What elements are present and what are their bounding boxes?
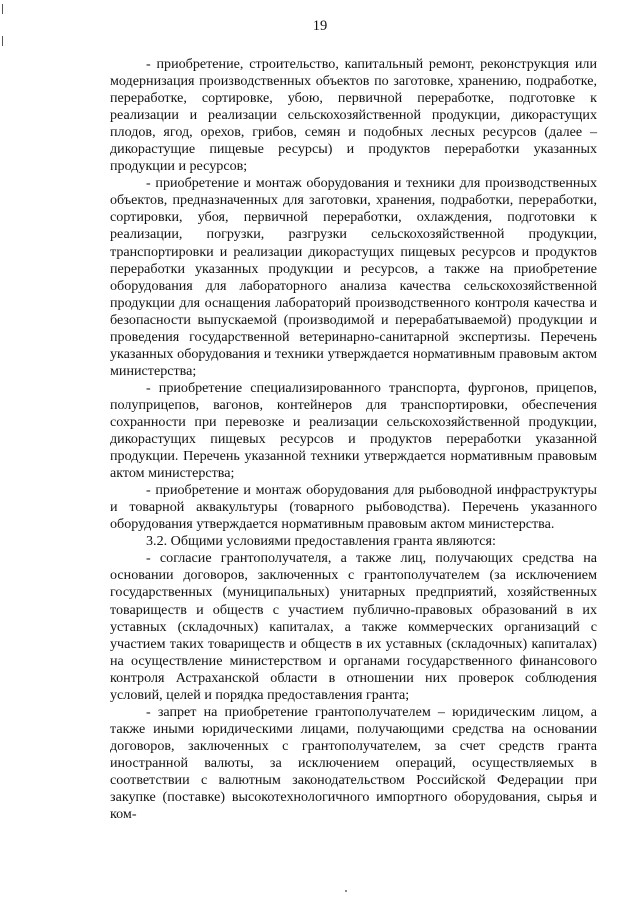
scan-edge-mark: [2, 36, 3, 46]
paragraph-consent-condition: - согласие грантополучателя, а также лиц, получающих средства на основании договоров, заключенных с грантополучателем (за исключением государственных (муниципальных) унитарных предприятий, хозяйственных товариществ и обществ с участием публично-правовых образований в их уставных (складочных) капиталах, а также коммерческих организаций с участием таких товариществ и обществ в их уставных (складочных) капиталах) на осуществление министерством и органами государственного финансового контроля Астраханской области в отношении них проверок соблюдения условий, целей и порядка предоставления гранта;: [110, 550, 597, 703]
scan-edge-mark: [2, 4, 3, 14]
scan-speck: [345, 890, 347, 892]
page-number: 19: [312, 18, 328, 34]
paragraph-aquaculture-equipment: - приобретение и монтаж оборудования для рыбоводной инфраструктуры и товарной аквакультуры (товарного рыбоводства). Перечень указанного оборудования утверждается нормативным правовым актом министерства.: [110, 482, 597, 533]
section-heading-3-2: 3.2. Общими условиями предоставления гранта являются:: [146, 533, 496, 550]
paragraph-equipment-facilities: - приобретение, строительство, капитальный ремонт, реконструкция или модернизация производственных объектов по заготовке, хранению, подработке, переработке, сортировке, убою, первичной переработке, подготовке к реализации и реализации сельскохозяйственной продукции, дикорастущих плодов, ягод, орехов, грибов, семян и подобных лесных ресурсов (далее – дикорастущие пищевые ресурсы) и продуктов переработки указанных продукции и ресурсов;: [110, 56, 597, 175]
paragraph-equipment-machinery: - приобретение и монтаж оборудования и техники для производственных объектов, предназначенных для заготовки, хранения, подработки, переработки, сортировки, убоя, первичной переработки, охлаждения, подготовки к реализации, погрузки, разгрузки сельскохозяйственной продукции, транспортировки и реализации дикорастущих пищевых ресурсов и продуктов переработки указанных продукции и ресурсов, а также на приобретение оборудования для лабораторного анализа качества сельскохозяйственной продукции для оснащения лабораторий производственного контроля качества и безопасности выпускаемой (производимой и перерабатываемой) продукции и проведения государственной ветеринарно-санитарной экспертизы. Перечень указанных оборудования и техники утверждается нормативным правовым актом министерства;: [110, 175, 597, 379]
document-body: [110, 56, 597, 823]
paragraph-currency-prohibition: - запрет на приобретение грантополучателем – юридическим лицом, а также иными юридическими лицами, получающими средства на основании договоров, заключенных с грантополучателем, за счет средств гранта иностранной валюты, за исключением операций, осуществляемых в соответствии с валютным законодательством Российской Федерации при закупке (поставке) высокотехнологичного импортного оборудования, сырья и ком-: [110, 703, 597, 823]
paragraph-special-transport: - приобретение специализированного транспорта, фургонов, прицепов, полуприцепов, вагонов, контейнеров для транспортировки, обеспечения сохранности при перевозке и реализации сельскохозяйственной продукции, дикорастущих пищевых ресурсов и продуктов переработки указанной продукции. Перечень указанной техники утверждается нормативным правовым актом министерства;: [110, 379, 597, 482]
